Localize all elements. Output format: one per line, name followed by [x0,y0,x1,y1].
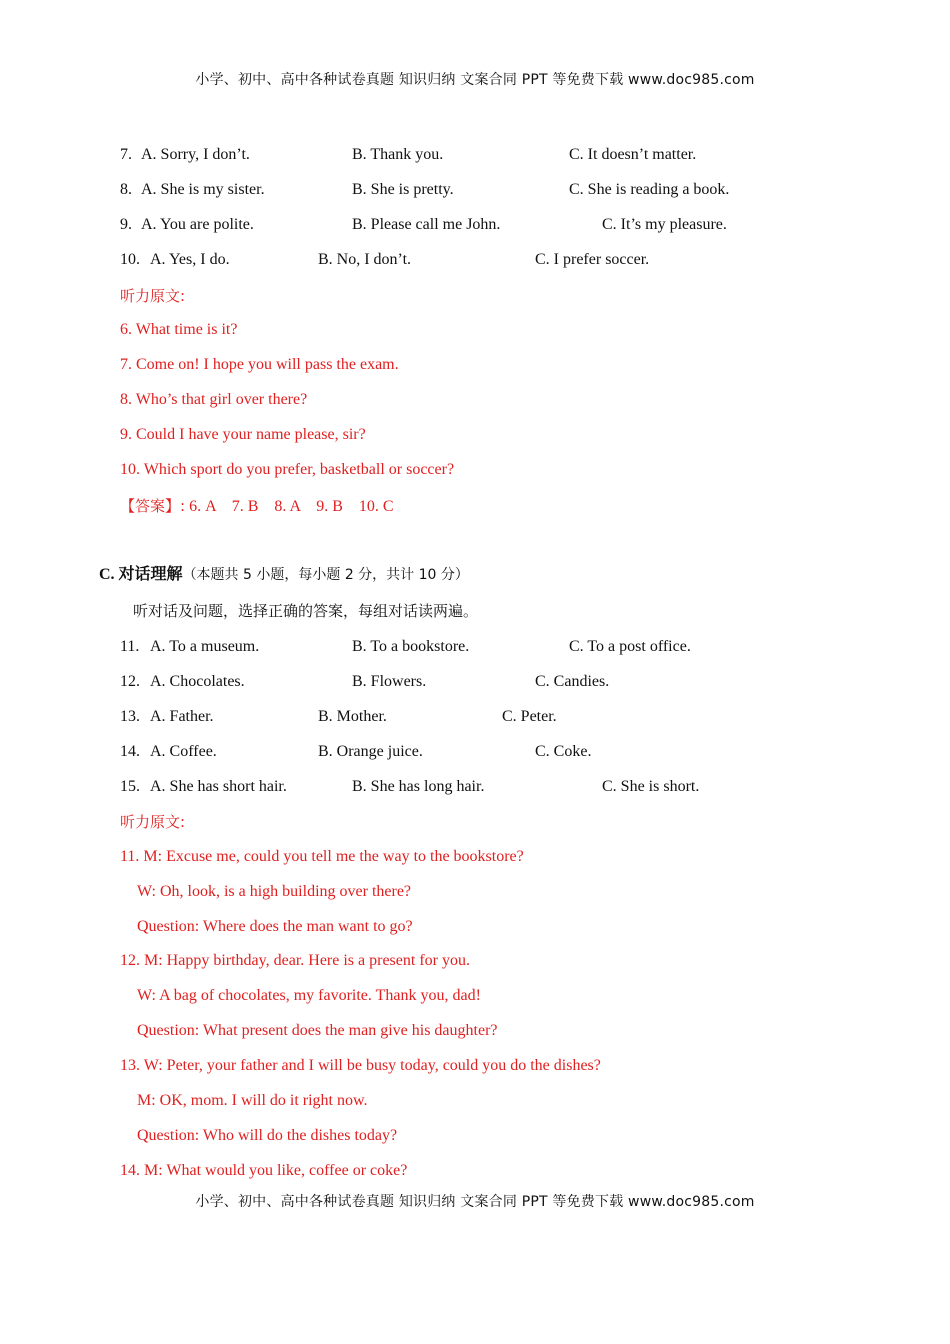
section-heading [99,565,469,585]
option-a: A. She is my sister. [141,181,265,198]
section-title: C. 对话理解 [99,566,183,583]
option-a: A. She has short hair. [150,778,287,795]
question-number: 10. [120,251,140,268]
answer-key [120,496,394,517]
script-line: 7. Come on! I hope you will pass the exam. [120,356,399,373]
script-line: Question: Where does the man want to go? [137,918,413,935]
option-b: B. Please call me John. [352,216,501,233]
option-c: C. Candies. [535,673,610,690]
option-c: C. To a post office. [569,638,691,655]
script-line: 6. What time is it? [120,321,238,338]
question-number: 13. [120,708,140,725]
option-a: A. To a museum. [150,638,260,655]
option-b: B. To a bookstore. [352,638,470,655]
script-line: 13. W: Peter, your father and I will be busy today, could you do the dishes? [120,1057,601,1074]
option-c: C. I prefer soccer. [535,251,650,268]
question-number: 8. [120,181,132,198]
script-line: Question: What present does the man give his daughter? [137,1022,498,1039]
script-line: 9. Could I have your name please, sir? [120,426,366,443]
option-b: B. Flowers. [352,673,427,690]
option-b: B. No, I don’t. [318,251,412,268]
script-line: Question: Who will do the dishes today? [137,1127,398,1144]
option-a: A. You are polite. [141,216,254,233]
option-c: C. It’s my pleasure. [602,216,727,233]
script-line: 10. Which sport do you prefer, basketball or soccer? [120,461,455,478]
script-line: 8. Who’s that girl over there? [120,391,308,408]
script-line: W: Oh, look, is a high building over there? [137,883,412,900]
question-number: 14. [120,743,140,760]
option-a: A. Yes, I do. [150,251,230,268]
question-number: 11. [120,638,140,655]
page-footer: 小学、初中、高中各种试卷真题 知识归纳 文案合同 PPT 等免费下载 www.doc985.com [195,1194,755,1210]
section-instruction: 听对话及问题，选择正确的答案，每组对话读两遍。 [133,602,479,620]
option-a: A. Chocolates. [150,673,245,690]
option-b: B. Mother. [318,708,387,725]
option-a: A. Coffee. [150,743,217,760]
script-line: 12. M: Happy birthday, dear. Here is a present for you. [120,952,470,969]
answer-values: 6. A 7. B 8. A 9. B 10. C [189,498,394,515]
option-c: C. Peter. [502,708,557,725]
option-c: C. She is short. [602,778,700,795]
option-b: B. She is pretty. [352,181,454,198]
option-c: C. It doesn’t matter. [569,146,697,163]
script-label: 听力原文: [120,287,186,305]
script-line: 11. M: Excuse me, could you tell me the way to the bookstore? [120,848,524,865]
question-number: 7. [120,146,132,163]
page-header: 小学、初中、高中各种试卷真题 知识归纳 文案合同 PPT 等免费下载 www.doc985.com [195,72,755,88]
question-number: 15. [120,778,140,795]
question-number: 9. [120,216,132,233]
option-b: B. She has long hair. [352,778,485,795]
option-a: A. Father. [150,708,214,725]
script-line: 14. M: What would you like, coffee or coke? [120,1162,408,1179]
option-b: B. Orange juice. [318,743,423,760]
option-a: A. Sorry, I don’t. [141,146,250,163]
script-line: M: OK, mom. I will do it right now. [137,1092,368,1109]
option-b: B. Thank you. [352,146,444,163]
answer-label: 【答案】: [120,497,186,515]
question-number: 12. [120,673,140,690]
option-c: C. She is reading a book. [569,181,730,198]
script-label: 听力原文: [120,813,186,831]
option-c: C. Coke. [535,743,592,760]
script-line: W: A bag of chocolates, my favorite. Thank you, dad! [137,987,481,1004]
section-note: （本题共 5 小题，每小题 2 分，共计 10 分） [182,567,469,583]
